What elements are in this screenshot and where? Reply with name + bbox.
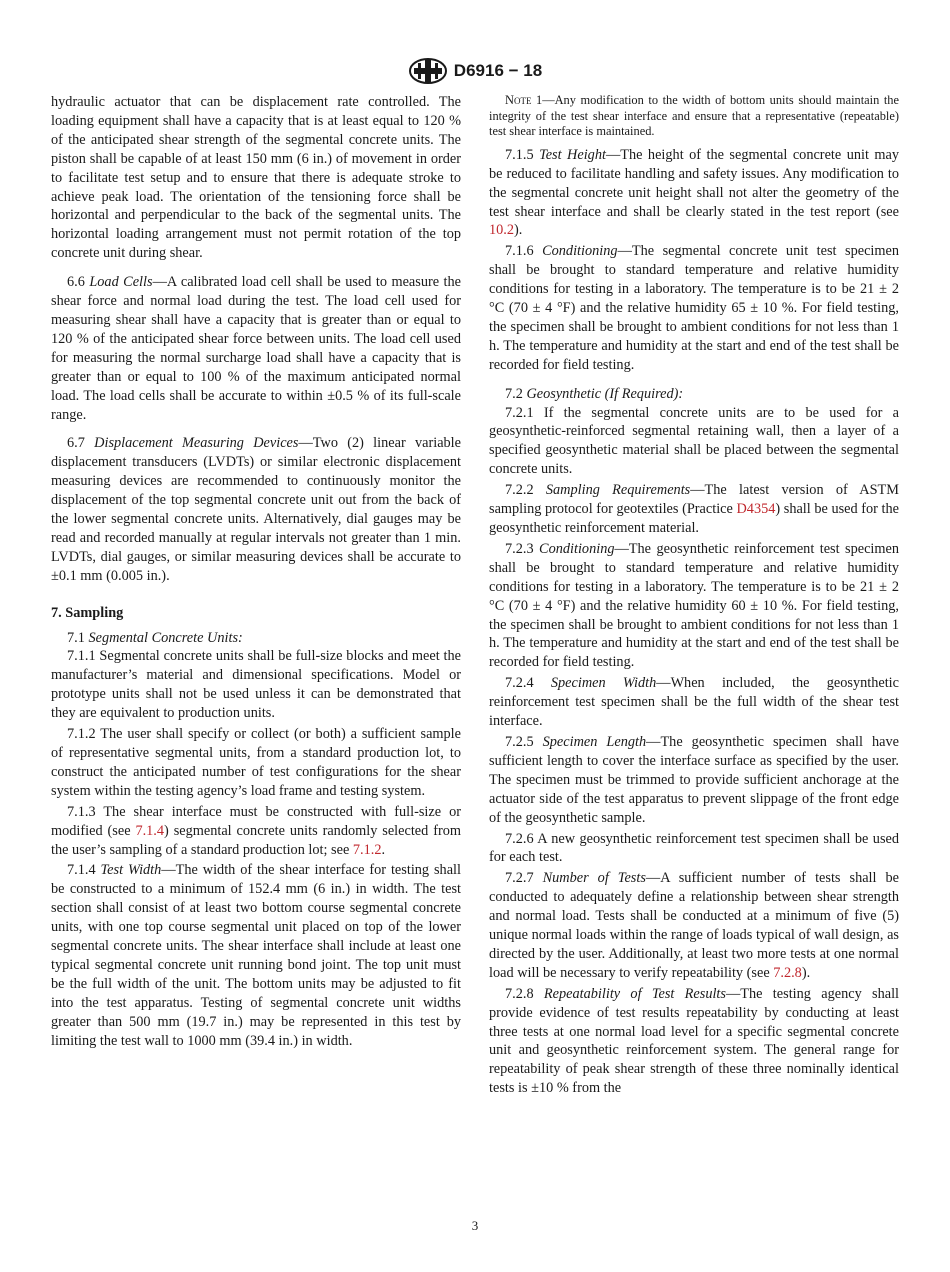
cross-ref-link[interactable]: 10.2 <box>489 222 515 239</box>
section-title: Specimen Width <box>550 675 657 692</box>
section-title: Sampling Requirements <box>545 482 691 499</box>
section-7-1-3: 7.1.3 The shear interface must be constructed with full-size or modified (see 7.1.4) segmental concrete units randomly selected from the user’s sampling of a standard production lot; see 7.1.2. <box>51 803 461 858</box>
section-title: Number of Tests <box>542 870 646 887</box>
section-7-2-7: 7.2.7 Number of Tests—A sufficient number of tests shall be conducted to adequately define a relationship between shear strength and normal load. Tests shall be conducted at a minimum of five (5) unique normal loads within the range of loads typical of wall design, as directed by the user. Additionally, at least two more tests at one normal load will be necessary to verify repeatability (see 7.2.8). <box>489 870 900 981</box>
section-7-1-2: 7.1.2 The user shall specify or collect (or both) a sufficient sample of representative segmental units, from a standard production lot, to construct the anticipated number of test configurations for the shear system within the testing agency’s load frame and testing system. <box>51 726 461 799</box>
section-7-1-5: 7.1.5 Test Height—The height of the segmental concrete unit may be reduced to facilitate handling and safety issues. Any modification to the segmental concrete unit height shall not alter the geometry of the test shear interface and shall be clearly stated in the test report (see 10.2). <box>489 146 899 239</box>
section-title: Segmental Concrete Units: <box>88 629 243 646</box>
page-number: 3 <box>471 1218 479 1233</box>
astm-logo-icon <box>408 57 448 85</box>
cross-ref-link[interactable]: 7.1.4 <box>135 822 165 839</box>
cross-ref-link[interactable]: 7.1.2 <box>352 841 382 858</box>
page-header <box>0 56 950 86</box>
section-6-7: 6.7 Displacement Measuring Devices—Two (2) linear variable displacement transducers (LVDTs) or similar electronic displacement measuring devices are recommended to continuously monitor the displacement of the top segmental concrete unit out from the back of the lower segmental concrete units. Alternatively, dial gauges may be read and recorded manually at regular intervals not greater than 1 min. LVDTs, dial gauges, or similar measuring devices shall be accurate to ±0.1 mm (0.005 in.). <box>51 435 462 584</box>
section-7-2-5: 7.2.5 Specimen Length—The geosynthetic specimen shall have sufficient length to cover the interface surface as specified by the user. The specimen must be trimmed to provide sufficient anchorage at the actuator side of the test apparatus to prevent slippage of the front edge of the geosynthetic sample. <box>489 733 899 826</box>
section-title: Repeatability of Test Results <box>543 985 726 1002</box>
section-7-2-8: 7.2.8 Repeatability of Test Results—The testing agency shall provide evidence of test results repeatability by conducting at least three tests at one normal load level for a specific segmental concrete unit and geosynthetic reinforcement system. The general range for repeatability of peak shear strength of these three nominally identical tests is ±10 % from the <box>489 985 900 1097</box>
section-7-2-2: 7.2.2 Sampling Requirements—The latest version of ASTM sampling protocol for geotextiles (Practice D4354) shall be used for the geosynthetic reinforcement material. <box>489 482 899 536</box>
cross-ref-link[interactable]: D4354 <box>736 501 776 518</box>
section-title: Conditioning <box>539 540 615 557</box>
section-7-1-6: 7.1.6 Conditioning—The segmental concrete unit test specimen shall be brought to standard temperature and relative humidity conditions for testing in a laboratory. The temperature is to be 21 ± 2 °C (70 ± 4 °F) and the relative humidity 65 ± 10 %. For field testing, the specimen shall be brought to ambient conditions for not less than 1 h. The temperature and humidity at the start and end of the test shall be recorded for field testing. <box>489 243 900 373</box>
section-title: Test Width <box>100 862 162 879</box>
paragraph-continuation: hydraulic actuator that can be displacement rate controlled. The loading equipment shall have a capacity that is at least equal to 120 % of the anticipated shear strength of the segmental concrete units. The piston shall be capable of at least 150 mm (6 in.) of movement in order to facilitate test setup and to ensure that there is adequate stroke to achieve peak load. The orientation of the tensioning force shall be horizontal and perpendicular to the back of the segmental units. The horizontal loading arrangement must not permit rotation of the top concrete unit during shear. <box>51 94 461 262</box>
section-title: Load Cells <box>89 274 153 291</box>
section-title: Specimen Length <box>542 733 647 750</box>
section-6-6: 6.6 Load Cells—A calibrated load cell shall be used to measure the shear force and normal load during the test. The load cell used for measuring shear shall have a capacity that is greater than or equal to 120 % of the anticipated shear force between units. The load cell used for measuring the normal surcharge load shall have a capacity that is greater than or equal to 100 % of the maximum anticipated normal load. The load cells shall be accurate to within ±0.5 % of its full-scale range. <box>51 274 461 423</box>
standard-designation: D6916 − 18 <box>453 61 543 80</box>
section-title: Conditioning <box>542 243 618 260</box>
section-7-2-1: 7.2.1 If the segmental concrete units are to be used for a geosynthetic-reinforced segmental retaining wall, then a layer of a specified geosynthetic material shall be placed between the segmental concrete units. <box>489 404 899 478</box>
section-7-1: 7.1 Segmental Concrete Units: <box>67 629 243 646</box>
section-7-2: 7.2 Geosynthetic (If Required): <box>505 385 684 402</box>
section-7-2-6: 7.2.6 A new geosynthetic reinforcement test specimen shall be used for each test. <box>489 830 899 866</box>
right-column <box>489 93 899 1098</box>
section-7-2-4: 7.2.4 Specimen Width—When included, the geosynthetic reinforcement test specimen shall be the full width of the shear test interface. <box>489 675 900 730</box>
section-title: Displacement Measuring Devices <box>94 435 299 452</box>
section-heading-sampling: 7. Sampling <box>51 604 124 621</box>
section-7-1-1: 7.1.1 Segmental concrete units shall be full-size blocks and meet the manufacturer’s material and dimensional specifications. Model or prototype units shall not be used unless it can be demonstrated that they are equivalent to production units. <box>51 648 461 722</box>
cross-ref-link[interactable]: 7.2.8 <box>773 964 802 981</box>
section-7-2-3: 7.2.3 Conditioning—The geosynthetic reinforcement test specimen shall be brought to standard temperature and relative humidity conditions for testing in a laboratory. The temperature is to be 21 ± 2 °C (70 ± 4 °F) and the relative humidity 60 ± 10 %. For field testing, the specimen shall be brought to ambient conditions for not less than 1 h. The temperature and humidity at the start and end of the test shall be recorded for field testing. <box>489 540 899 671</box>
section-7-1-4: 7.1.4 Test Width—The width of the shear interface for testing shall be constructed to a minimum of 152.4 mm (6 in.) in width. The test section shall consist of at least two bottom course segmental concrete units, with one top course segmental unit placed on top of the lower segmental concrete units. The shear interface shall include at least one typical segmental concrete unit running bond joint. The top unit must be the full width of the unit. The bottom units may be adjusted to fit into the test apparatus. Testing of segmental concrete unit widths greater than 500 mm (19.7 in.) may be represented in this test by limiting the test wall to 1000 mm (39.4 in.) in width. <box>51 862 461 1049</box>
left-column <box>51 93 461 1051</box>
section-title: Test Height <box>539 146 606 163</box>
note-label: Note <box>505 93 532 107</box>
section-title: Geosynthetic (If Required): <box>526 385 684 402</box>
note-1: Note 1—Any modification to the width of bottom units should maintain the integrity of the test shear interface and ensure that a representative (repeatable) test shear interface is maintained. <box>489 93 899 139</box>
